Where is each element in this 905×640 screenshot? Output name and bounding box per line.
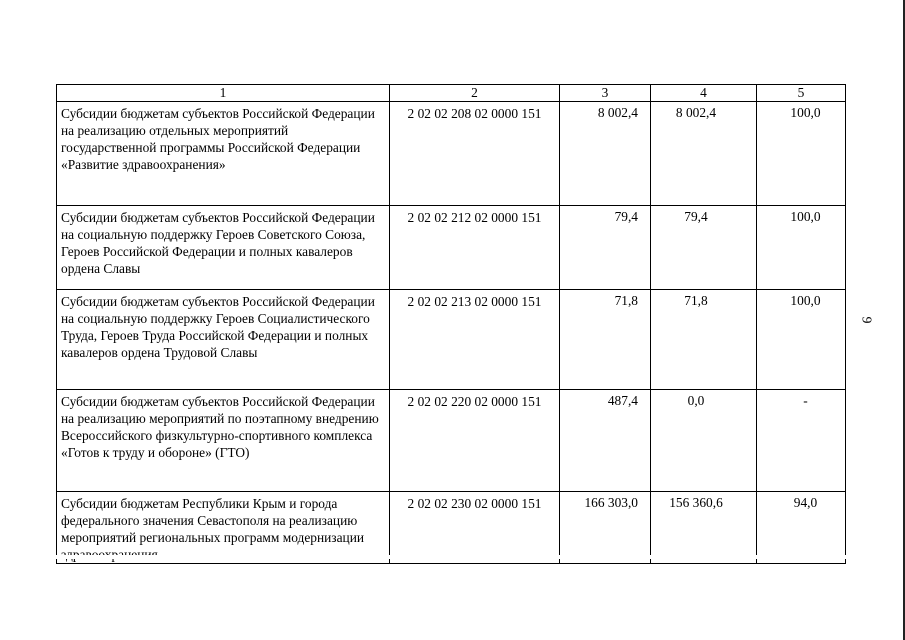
- row-name-cell: Субсидии бюджетам Республики Крым и города федерального значения Севастополя на реализацию мероприятий региональных программ модернизации: [57, 492, 390, 564]
- column-header-4: 4: [651, 85, 757, 102]
- row-col5-cell: -: [757, 390, 846, 492]
- row-col4-cell: 0,0: [651, 390, 757, 492]
- row-col3-cell: 487,4: [560, 390, 651, 492]
- column-header-5: 5: [757, 85, 846, 102]
- row-col3-cell: 166 303,0: [560, 492, 651, 564]
- budget-table: [56, 84, 846, 564]
- column-header-2: 2: [390, 85, 560, 102]
- table-header-row: [57, 85, 846, 102]
- table-row: [57, 290, 846, 390]
- row-col4-cell: 8 002,4: [651, 102, 757, 206]
- row-col4-cell: 156 360,6: [651, 492, 757, 564]
- row-col4-cell: 79,4: [651, 206, 757, 290]
- row-name-cell: Субсидии бюджетам субъектов Российской Федерации на социальную поддержку Героев Советского Союза, Героев Российской Федерации и полных кавалеров ордена Славы: [57, 206, 390, 290]
- table-row: [57, 102, 846, 206]
- row-code-cell: 2 02 02 220 02 0000 151: [390, 390, 560, 492]
- row-col4-cell: 71,8: [651, 290, 757, 390]
- row-col5-cell: 100,0: [757, 102, 846, 206]
- table-row: [57, 206, 846, 290]
- row-code-cell: 2 02 02 212 02 0000 151: [390, 206, 560, 290]
- table-bottom-edge: [56, 555, 847, 559]
- row-col5-cell: 94,0: [757, 492, 846, 564]
- row-code-cell: 2 02 02 230 02 0000 151: [390, 492, 560, 564]
- row-code-cell: 2 02 02 213 02 0000 151: [390, 290, 560, 390]
- row-code-cell: 2 02 02 208 02 0000 151: [390, 102, 560, 206]
- table-row: [57, 390, 846, 492]
- row-col5-cell: 100,0: [757, 290, 846, 390]
- row-col5-cell: 100,0: [757, 206, 846, 290]
- page-number: 9: [858, 316, 874, 324]
- row-col3-cell: 8 002,4: [560, 102, 651, 206]
- table-row: [57, 492, 846, 564]
- row-name-cell: Субсидии бюджетам субъектов Российской Федерации на реализацию мероприятий по поэтапному внедрению Всероссийского физкультурно-спортивного комплекса «Готов к труду и обороне» (ГТО): [57, 390, 390, 492]
- row-col3-cell: 79,4: [560, 206, 651, 290]
- row-col3-cell: 71,8: [560, 290, 651, 390]
- row-name-cell: Субсидии бюджетам субъектов Российской Федерации на реализацию отдельных мероприятий государственной программы Российской Федерации «Развитие здравоохранения»: [57, 102, 390, 206]
- column-header-3: 3: [560, 85, 651, 102]
- column-header-1: 1: [57, 85, 390, 102]
- row-name-cell: Субсидии бюджетам субъектов Российской Федерации на социальную поддержку Героев Социалистического Труда, Героев Труда Российской Федерации и полных кавалеров ордена Трудовой Славы: [57, 290, 390, 390]
